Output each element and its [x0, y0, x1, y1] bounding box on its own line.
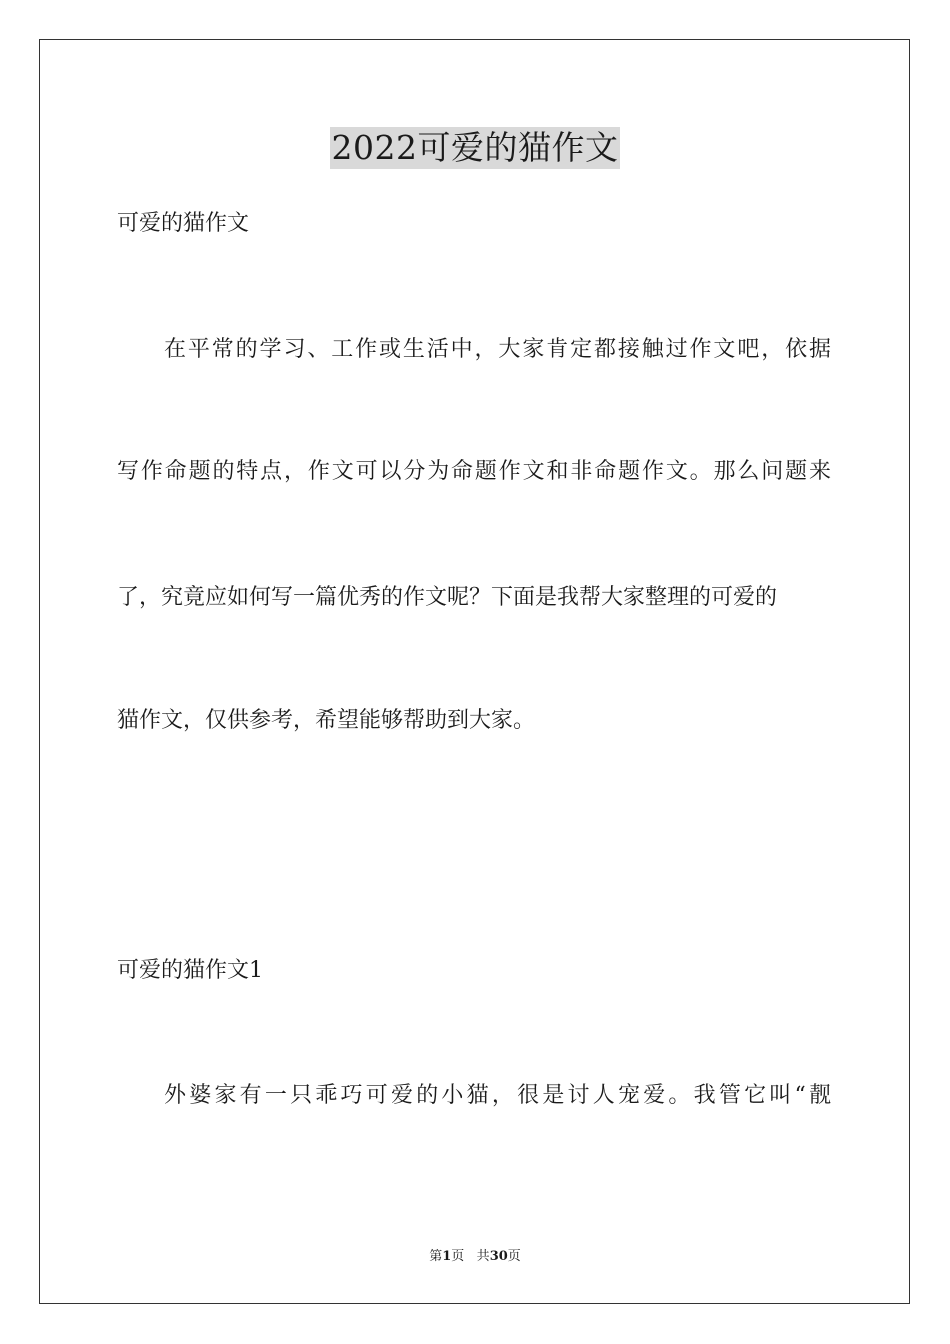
- footer-total-suffix: 页: [507, 1249, 521, 1264]
- footer-total-prefix: 共: [476, 1249, 490, 1264]
- footer-page-prefix: 第: [429, 1249, 443, 1264]
- paragraph-line: 外婆家有一只乖巧可爱的小猫，很是讨人宠爱。我管它叫“靓: [164, 1083, 831, 1108]
- document-subtitle: 可爱的猫作文: [117, 211, 250, 236]
- paragraph-line: 写作命题的特点，作文可以分为命题作文和非命题作文。那么问题来: [117, 459, 831, 484]
- paragraph-line: 猫作文，仅供参考，希望能够帮助到大家。: [117, 708, 536, 733]
- footer-page-suffix: 页: [451, 1249, 465, 1264]
- footer-page-number: 1: [442, 1249, 452, 1264]
- footer-total-pages: 30: [489, 1249, 508, 1264]
- document-title: 2022可爱的猫作文: [331, 128, 619, 167]
- section-heading: 可爱的猫作文1: [117, 958, 263, 983]
- paragraph-line: 在平常的学习、工作或生活中，大家肯定都接触过作文吧，依据: [164, 337, 831, 362]
- paragraph-line: 了，究竟应如何写一篇优秀的作文呢？下面是我帮大家整理的可爱的: [117, 585, 778, 610]
- title-container: [0, 127, 950, 169]
- page-footer: [0, 1247, 950, 1267]
